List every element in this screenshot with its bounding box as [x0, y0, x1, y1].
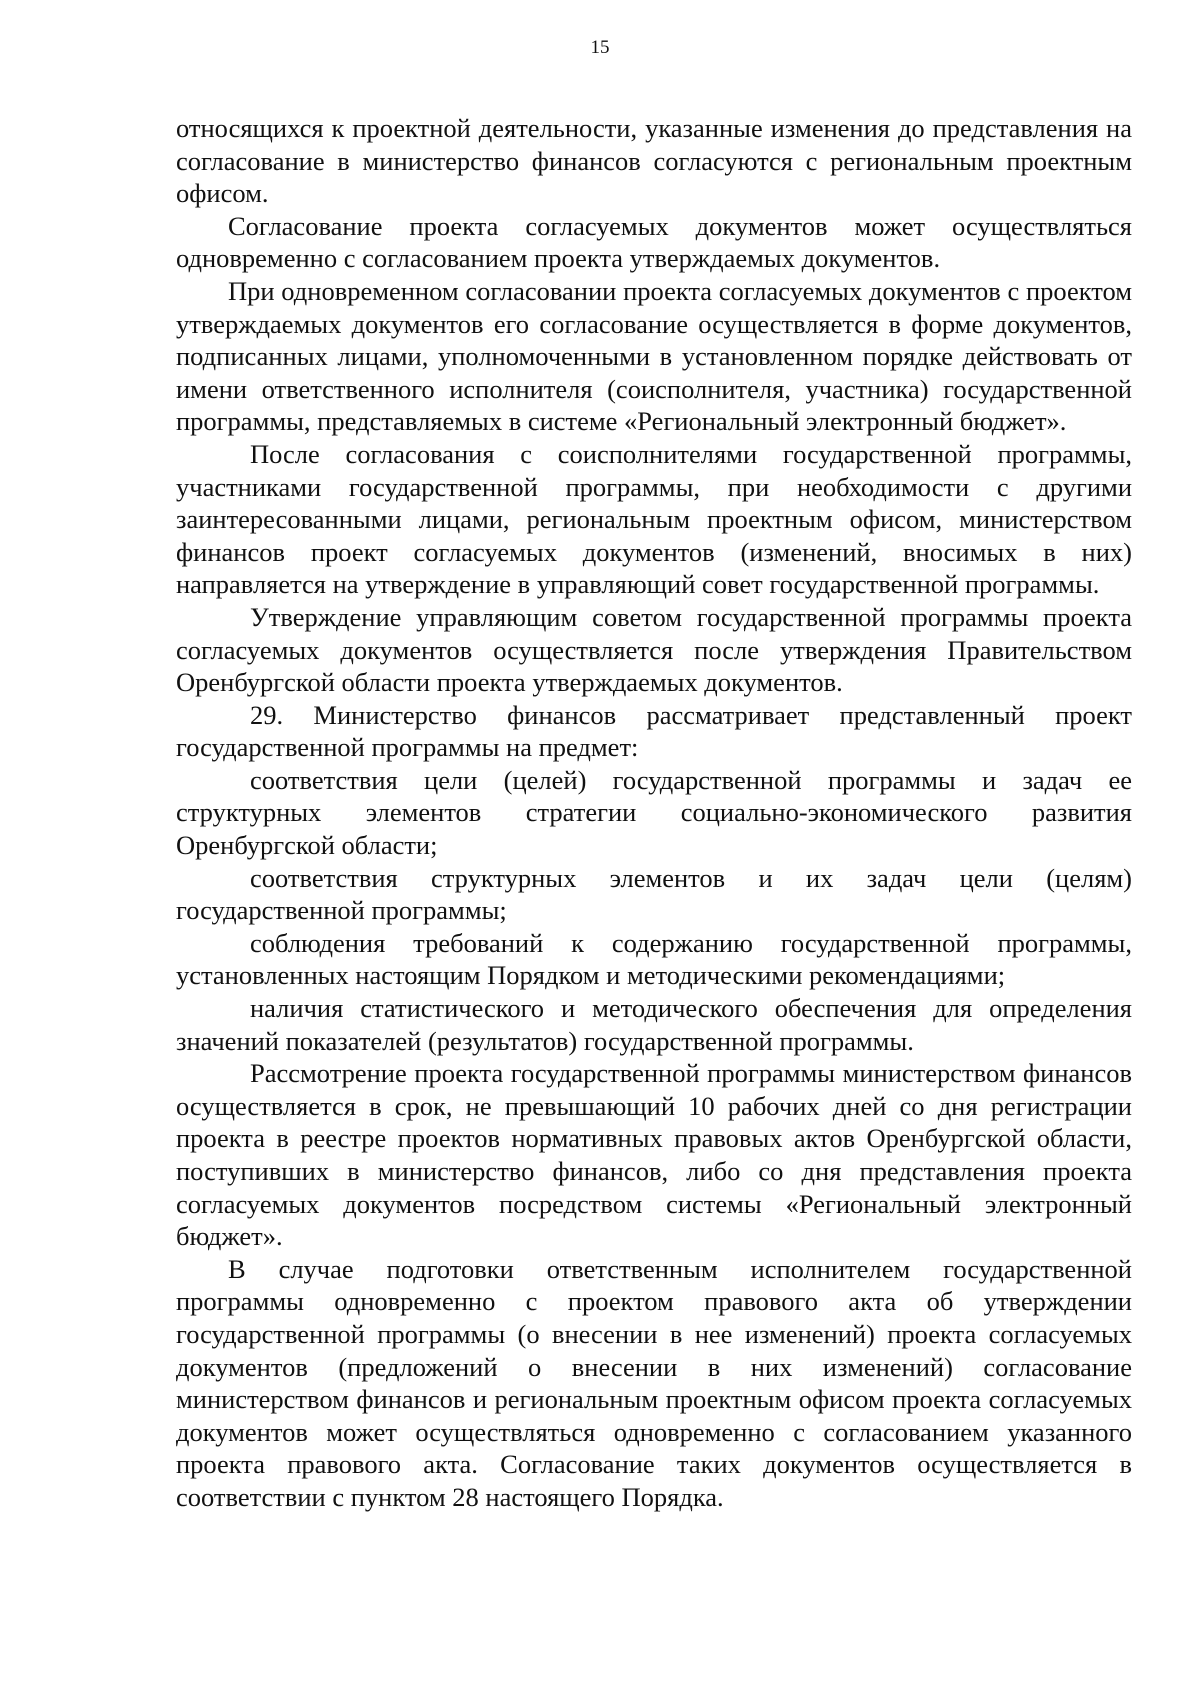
list-item-structural-elements: соответствия структурных элементов и их задач цели (целям) государственной программы;	[176, 862, 1132, 926]
paragraph-review-term: Рассмотрение проекта государственной программы министерством финансов осуществляется в срок, не превышающий 10 рабочих дней со дня регистрации проекта в реестре проектов нормативных правовых актов Оренбургской области, поступивших в министерство финансов, либо со дня представления проекта согласуемых документов посредством системы «Региональный электронный бюджет».	[176, 1058, 1132, 1252]
list-item-goals: соответствия цели (целей) государственной программы и задач ее структурных элементов стратегии социально-экономического развития Оренбургской области;	[176, 764, 1132, 861]
list-item-requirements: соблюдения требований к содержанию государственной программы, установленных настоящим Порядком и методическими рекомендациями;	[176, 927, 1132, 991]
paragraph-4: После согласования с соисполнителями государственной программы, участниками государственной программы, при необходимости с другими заинтересованными лицами, региональным проектным офисом, министерством финансов проект согласуемых документов (изменений, вносимых в них) направляется на утверждение в управляющий совет государственной программы.	[176, 438, 1132, 600]
paragraph-1: относящихся к проектной деятельности, указанные изменения до представления на согласование в министерство финансов согласуются с региональным проектным офисом.	[176, 113, 1132, 209]
paragraph-item-29: 29. Министерство финансов рассматривает представленный проект государственной программы на предмет:	[176, 699, 1132, 763]
list-item-statistics: наличия статистического и методического обеспечения для определения значений показателей (результатов) государственной программы.	[176, 993, 1132, 1056]
paragraph-simultaneous-approval: В случае подготовки ответственным исполнителем государственной программы одновременно с проектом правового акта об утверждении государственной программы (о внесении в нее изменений) проекта согласуемых документов (предложений о внесении в них изменений) согласование министерством финансов и региональным проектным офисом проекта согласуемых документов может осуществляться одновременно с согласованием указанного проекта правового акта. Согласование таких документов осуществляется в соответствии с пунктом 28 настоящего Порядка.	[176, 1253, 1132, 1512]
document-body	[176, 112, 1132, 1514]
paragraph-3: При одновременном согласовании проекта согласуемых документов с проектом утверждаемых документов его согласование осуществляется в форме документов, подписанных лицами, уполномоченными в установленном порядке действовать от имени ответственного исполнителя (соисполнителя, участника) государственной программы, представляемых в системе «Региональный электронный бюджет».	[176, 275, 1132, 437]
paragraph-5: Утверждение управляющим советом государственной программы проекта согласуемых документов осуществляется после утверждения Правительством Оренбургской области проекта утверждаемых документов.	[176, 601, 1132, 698]
paragraph-2: Согласование проекта согласуемых документов может осуществляться одновременно с согласованием проекта утверждаемых документов.	[176, 210, 1132, 274]
page-number: 15	[590, 37, 610, 58]
